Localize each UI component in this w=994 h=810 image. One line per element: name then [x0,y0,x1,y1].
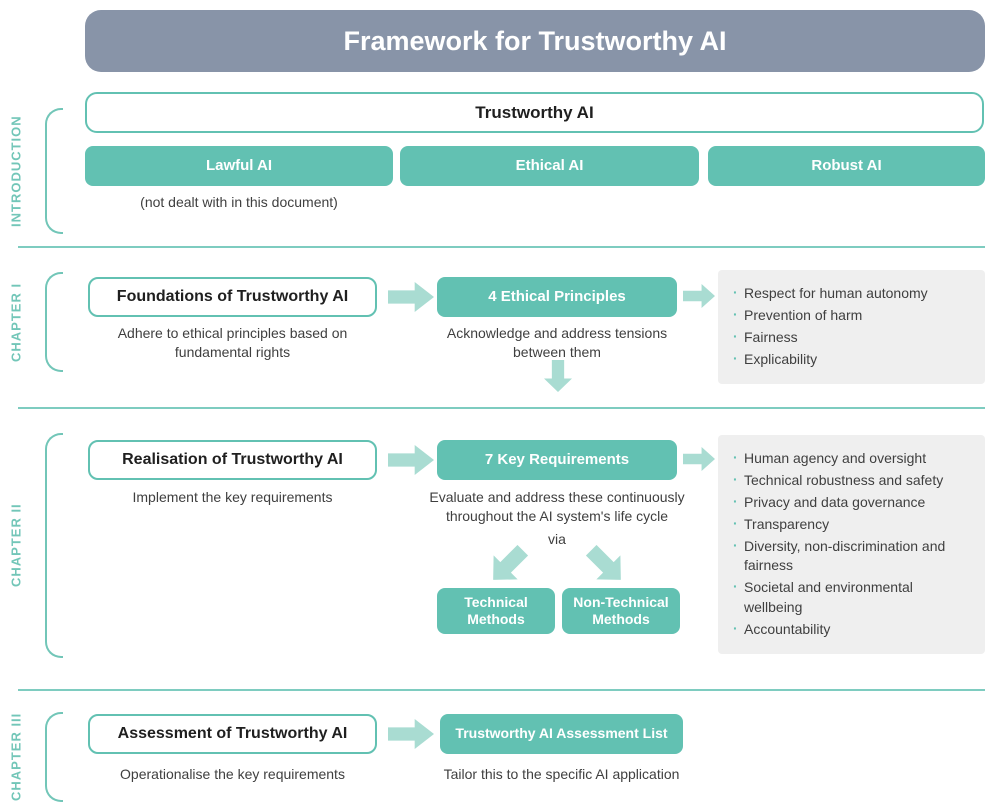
list-item: · Diversity, non-discrimination and fairness [732,537,971,577]
list-item: · Transparency [732,515,971,535]
list-item: · Societal and environmental wellbeing [732,578,971,618]
arrow-right-icon [683,284,715,308]
section-label-chapter-2: CHAPTER II [8,503,24,588]
key-requirements-subtext: Evaluate and address these continuously throughout the AI system's life cycle [429,489,685,524]
arrow-right-icon [683,447,715,471]
section-bracket [45,272,63,372]
page-title: Framework for Trustworthy AI [85,10,985,72]
assessment-subtext: Operationalise the key requirements [120,766,345,782]
list-item: · Technical robustness and safety [732,471,971,491]
pillar-ethical-ai: Ethical AI [400,146,699,186]
section-label-introduction: INTRODUCTION [8,115,24,227]
arrow-down-icon [544,360,572,392]
list-item: · Respect for human autonomy [732,284,971,304]
key-requirements-box: 7 Key Requirements [437,440,677,480]
arrow-right-icon [388,282,434,312]
pillar-lawful-ai: Lawful AI [85,146,393,186]
section-divider [18,407,985,409]
list-item: · Human agency and oversight [732,449,971,469]
list-item: · Prevention of harm [732,306,971,326]
section-bracket [45,433,63,658]
assessment-list-subtext: Tailor this to the specific AI application [443,766,680,782]
section-bracket [45,108,63,234]
assessment-list-box: Trustworthy AI Assessment List [440,714,683,754]
section-divider [18,689,985,691]
arrow-right-icon [388,445,434,475]
foundations-box: Foundations of Trustworthy AI [88,277,377,317]
lawful-ai-note: (not dealt with in this document) [140,194,338,210]
section-label-chapter-1: CHAPTER I [8,282,24,362]
requirements-list [718,435,985,654]
ethical-principles-box: 4 Ethical Principles [437,277,677,317]
section-bracket [45,712,63,802]
list-item: · Fairness [732,328,971,348]
principles-list [718,270,985,384]
requirements-list-box [718,435,985,654]
section-divider [18,246,985,248]
non-technical-methods-box: Non-Technical Methods [562,588,680,634]
realisation-box: Realisation of Trustworthy AI [88,440,377,480]
foundations-subtext: Adhere to ethical principles based on fundamental rights [117,325,348,360]
pillar-robust-ai: Robust AI [708,146,985,186]
list-item: · Explicability [732,350,971,370]
list-item: · Privacy and data governance [732,493,971,513]
technical-methods-box: Technical Methods [437,588,555,634]
section-label-chapter-3: CHAPTER III [8,712,24,802]
trustworthy-ai-box: Trustworthy AI [85,92,984,133]
arrow-right-icon [388,719,434,749]
realisation-subtext: Implement the key requirements [132,489,333,505]
principles-list-box [718,270,985,384]
via-label: via [548,531,566,547]
ethical-principles-subtext: Acknowledge and address tensions between them [446,325,668,360]
list-item: · Accountability [732,620,971,640]
assessment-box: Assessment of Trustworthy AI [88,714,377,754]
